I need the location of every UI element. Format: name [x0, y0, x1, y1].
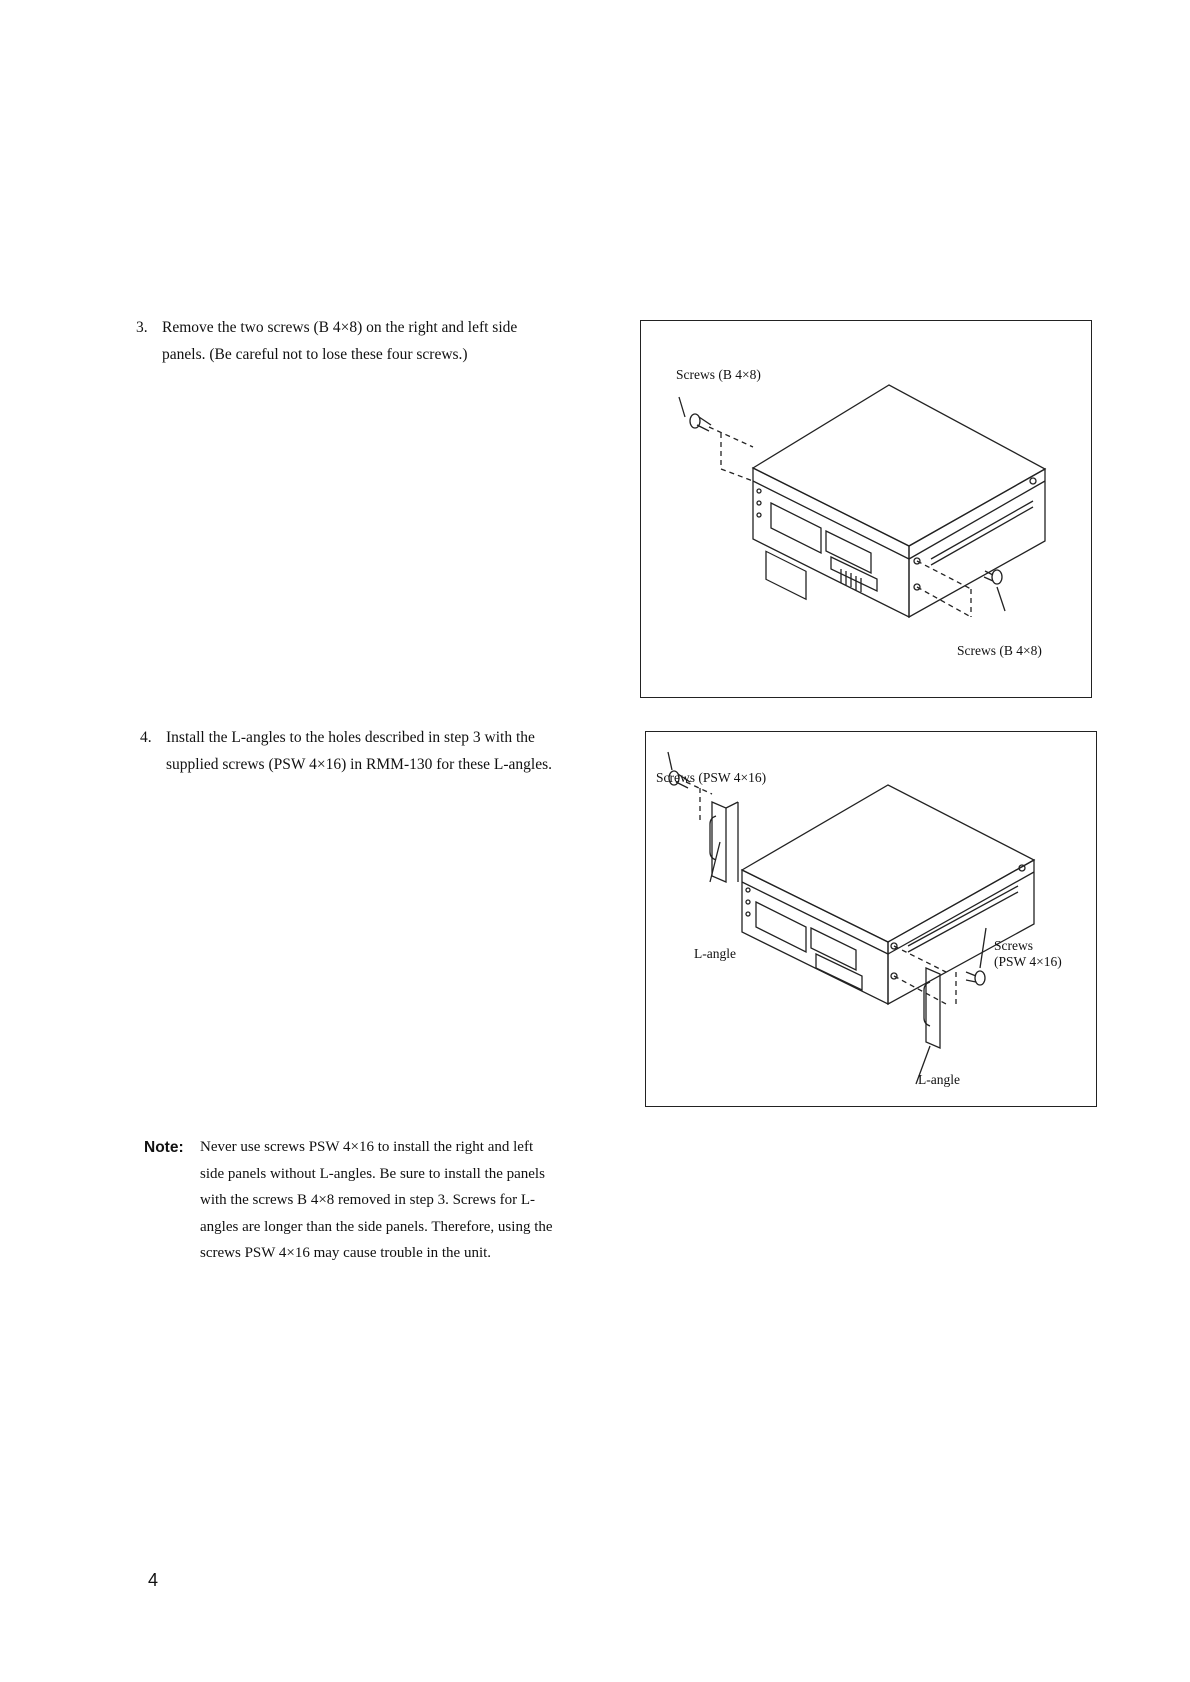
- figure-remove-screws: [640, 320, 1092, 698]
- label-screws-left: Screws (PSW 4×16): [656, 770, 767, 785]
- note-line: Never use screws PSW 4×16 to install the right and left: [200, 1139, 534, 1155]
- step-line: supplied screws (PSW 4×16) in RMM-130 for these L-angles.: [166, 756, 553, 773]
- step-text: [166, 724, 552, 778]
- unit-top: [753, 385, 1045, 546]
- note-line: angles are longer than the side panels. Therefore, using the: [200, 1218, 553, 1235]
- l-angle-left-icon: [710, 802, 738, 882]
- screw-icon-right: [966, 971, 985, 985]
- step-number: 3.: [136, 319, 148, 336]
- note-line: with the screws B 4×8 removed in step 3. Screws for L-: [200, 1192, 536, 1208]
- step-number: 4.: [140, 729, 152, 746]
- step-line: Install the L-angles to the holes described in step 3 with the: [166, 729, 535, 746]
- step-line: Remove the two screws (B 4×8) on the right and left side: [162, 319, 518, 336]
- label-screws-left: Screws (B 4×8): [676, 367, 761, 382]
- step-line: panels. (Be careful not to lose these four screws.): [162, 346, 468, 363]
- note-text: [200, 1134, 610, 1267]
- screw-icon-left: [690, 414, 711, 431]
- label-l-angle-bottom: L-angle: [918, 1072, 960, 1087]
- label-l-angle-left: L-angle: [694, 946, 736, 961]
- label-screws-right: Screws: [994, 938, 1033, 953]
- label-screws-right-size: (PSW 4×16): [994, 954, 1062, 969]
- step-text: [162, 314, 517, 368]
- note-line: side panels without L-angles. Be sure to install the panels: [200, 1165, 545, 1182]
- page-number: 4: [148, 1570, 159, 1590]
- note-line: screws PSW 4×16 may cause trouble in the unit.: [200, 1245, 492, 1261]
- figure-install-l-angles: [645, 731, 1097, 1107]
- vtr-unit-illustration: [646, 732, 1098, 1108]
- note-label: Note:: [144, 1139, 184, 1156]
- screw-icon-right: [984, 570, 1002, 584]
- label-screws-right: Screws (B 4×8): [957, 643, 1042, 658]
